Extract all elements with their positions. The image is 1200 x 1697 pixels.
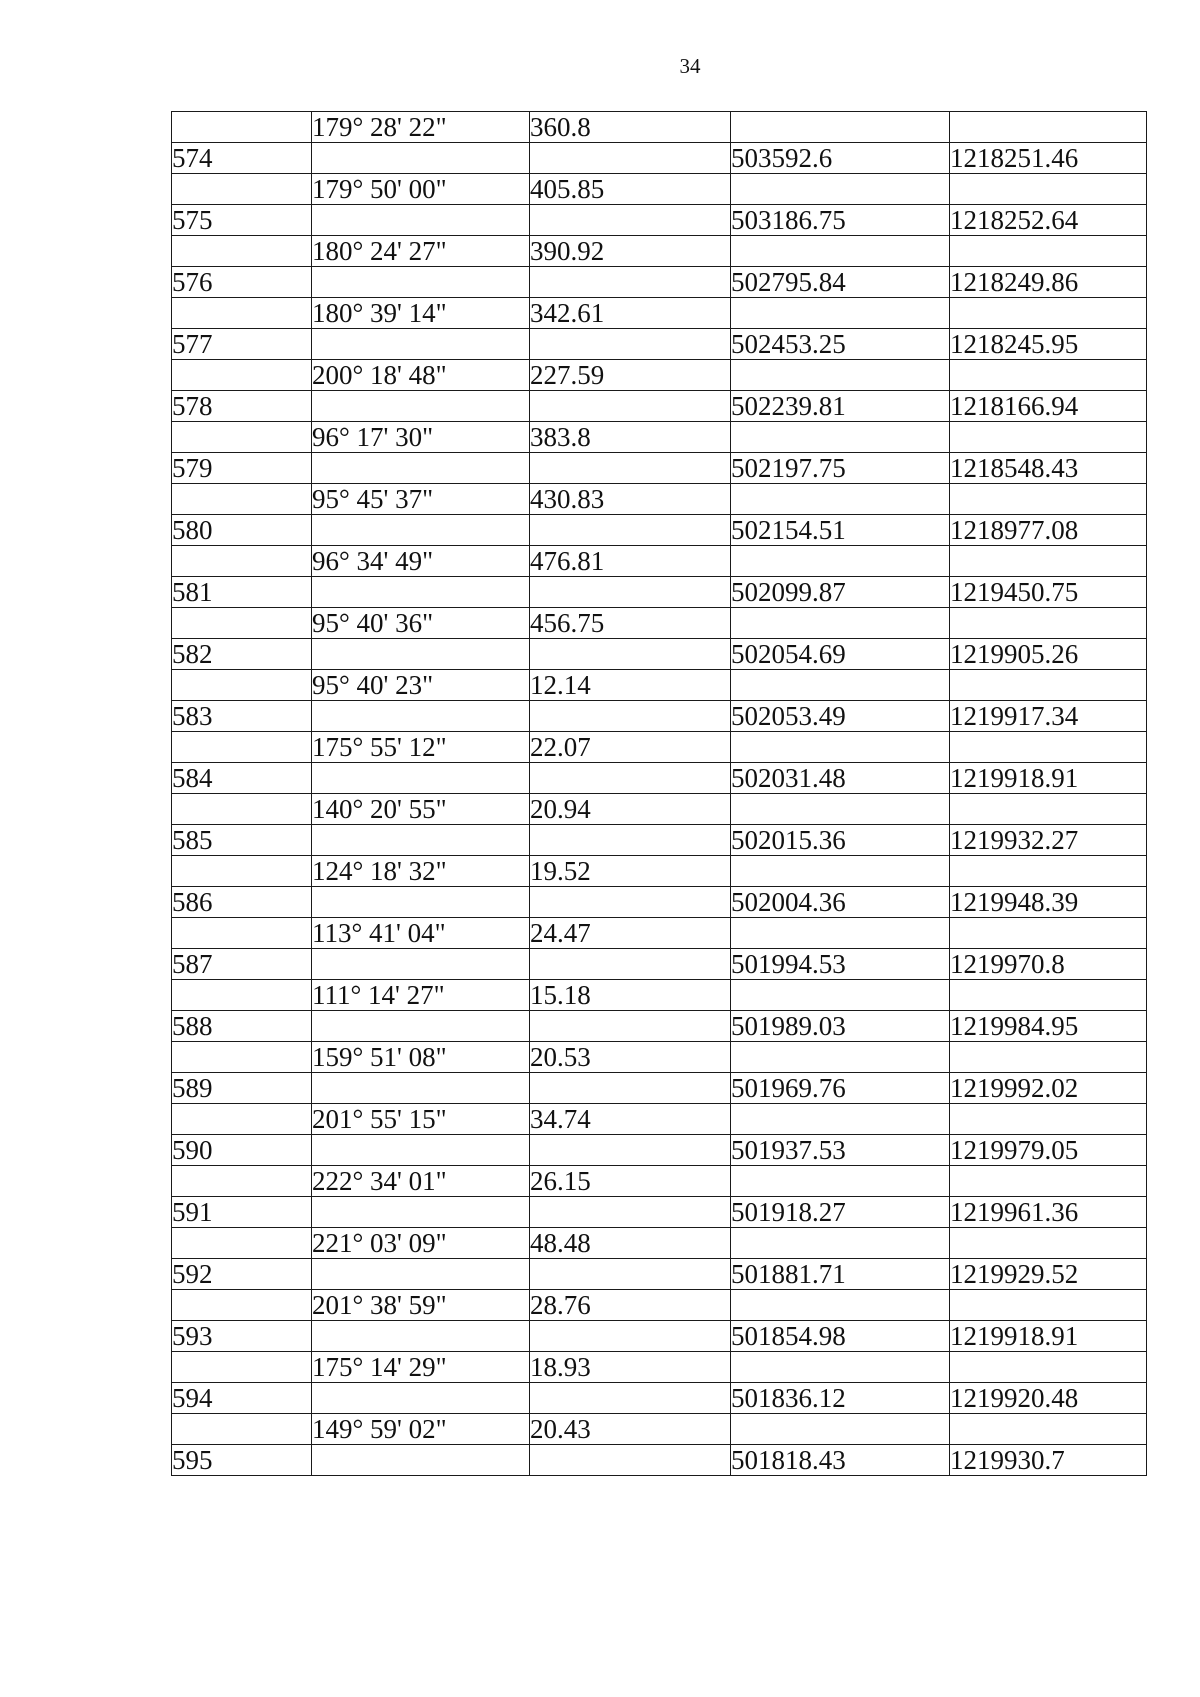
point-id-cell (172, 1290, 312, 1321)
northing-cell (731, 1352, 950, 1383)
point-row (172, 1383, 1147, 1414)
easting-cell: 1219918.91 (950, 763, 1147, 794)
easting-cell (950, 174, 1147, 205)
northing-cell (731, 484, 950, 515)
distance-cell: 19.52 (530, 856, 731, 887)
easting-cell (950, 794, 1147, 825)
northing-cell (731, 670, 950, 701)
easting-cell: 1218977.08 (950, 515, 1147, 546)
bearing-cell (312, 267, 530, 298)
bearing-cell (312, 1197, 530, 1228)
leg-row (172, 980, 1147, 1011)
easting-cell (950, 484, 1147, 515)
leg-row (172, 918, 1147, 949)
easting-cell: 1219979.05 (950, 1135, 1147, 1166)
point-id-cell: 576 (172, 267, 312, 298)
distance-cell (530, 1259, 731, 1290)
bearing-cell (312, 515, 530, 546)
point-id-cell: 578 (172, 391, 312, 422)
leg-row (172, 174, 1147, 205)
northing-cell (731, 1414, 950, 1445)
point-id-cell: 588 (172, 1011, 312, 1042)
leg-row (172, 732, 1147, 763)
distance-cell (530, 639, 731, 670)
distance-cell: 12.14 (530, 670, 731, 701)
bearing-cell: 201° 38' 59" (312, 1290, 530, 1321)
bearing-cell: 222° 34' 01" (312, 1166, 530, 1197)
northing-cell (731, 856, 950, 887)
point-row (172, 391, 1147, 422)
easting-cell: 1219932.27 (950, 825, 1147, 856)
point-row (172, 143, 1147, 174)
easting-cell (950, 1104, 1147, 1135)
leg-row (172, 236, 1147, 267)
distance-cell (530, 577, 731, 608)
point-id-cell (172, 236, 312, 267)
northing-cell (731, 174, 950, 205)
bearing-cell: 149° 59' 02" (312, 1414, 530, 1445)
northing-cell: 502197.75 (731, 453, 950, 484)
point-id-cell (172, 1228, 312, 1259)
point-id-cell (172, 174, 312, 205)
distance-cell: 342.61 (530, 298, 731, 329)
point-id-cell: 579 (172, 453, 312, 484)
distance-cell (530, 205, 731, 236)
point-id-cell: 577 (172, 329, 312, 360)
easting-cell: 1218166.94 (950, 391, 1147, 422)
point-id-cell (172, 112, 312, 143)
bearing-cell: 96° 17' 30" (312, 422, 530, 453)
point-id-cell: 583 (172, 701, 312, 732)
point-id-cell (172, 484, 312, 515)
page-number: 34 (679, 54, 701, 78)
northing-cell (731, 980, 950, 1011)
point-id-cell (172, 794, 312, 825)
point-row (172, 329, 1147, 360)
northing-cell (731, 1042, 950, 1073)
northing-cell: 502099.87 (731, 577, 950, 608)
point-id-cell (172, 856, 312, 887)
northing-cell: 503592.6 (731, 143, 950, 174)
bearing-cell: 111° 14' 27" (312, 980, 530, 1011)
point-id-cell (172, 1042, 312, 1073)
easting-cell (950, 422, 1147, 453)
easting-cell: 1219929.52 (950, 1259, 1147, 1290)
northing-cell: 501818.43 (731, 1445, 950, 1476)
easting-cell (950, 112, 1147, 143)
distance-cell: 28.76 (530, 1290, 731, 1321)
distance-cell: 227.59 (530, 360, 731, 391)
point-id-cell: 584 (172, 763, 312, 794)
bearing-cell: 159° 51' 08" (312, 1042, 530, 1073)
point-id-cell: 589 (172, 1073, 312, 1104)
easting-cell (950, 1290, 1147, 1321)
leg-row (172, 1042, 1147, 1073)
northing-cell: 501994.53 (731, 949, 950, 980)
bearing-cell: 96° 34' 49" (312, 546, 530, 577)
point-id-cell (172, 1414, 312, 1445)
leg-row (172, 360, 1147, 391)
northing-cell: 502239.81 (731, 391, 950, 422)
easting-cell: 1219970.8 (950, 949, 1147, 980)
northing-cell (731, 422, 950, 453)
point-row (172, 453, 1147, 484)
bearing-cell: 179° 28' 22" (312, 112, 530, 143)
distance-cell: 390.92 (530, 236, 731, 267)
bearing-cell: 221° 03' 09" (312, 1228, 530, 1259)
leg-row (172, 1414, 1147, 1445)
point-id-cell: 574 (172, 143, 312, 174)
point-id-cell: 575 (172, 205, 312, 236)
point-id-cell (172, 422, 312, 453)
bearing-cell: 201° 55' 15" (312, 1104, 530, 1135)
distance-cell (530, 1135, 731, 1166)
point-row (172, 1259, 1147, 1290)
northing-cell: 502031.48 (731, 763, 950, 794)
point-id-cell: 591 (172, 1197, 312, 1228)
point-id-cell: 587 (172, 949, 312, 980)
bearing-cell: 113° 41' 04" (312, 918, 530, 949)
northing-cell: 501836.12 (731, 1383, 950, 1414)
distance-cell: 383.8 (530, 422, 731, 453)
leg-row (172, 1290, 1147, 1321)
bearing-cell (312, 639, 530, 670)
easting-cell: 1219992.02 (950, 1073, 1147, 1104)
easting-cell (950, 918, 1147, 949)
northing-cell: 502015.36 (731, 825, 950, 856)
distance-cell (530, 887, 731, 918)
bearing-cell: 200° 18' 48" (312, 360, 530, 391)
point-id-cell (172, 1104, 312, 1135)
easting-cell (950, 1352, 1147, 1383)
point-id-cell: 595 (172, 1445, 312, 1476)
point-id-cell (172, 670, 312, 701)
point-row (172, 267, 1147, 298)
northing-cell (731, 794, 950, 825)
distance-cell (530, 391, 731, 422)
easting-cell (950, 1414, 1147, 1445)
bearing-cell: 180° 39' 14" (312, 298, 530, 329)
point-row (172, 1011, 1147, 1042)
easting-cell (950, 1228, 1147, 1259)
easting-cell: 1219984.95 (950, 1011, 1147, 1042)
point-row (172, 1135, 1147, 1166)
bearing-cell (312, 763, 530, 794)
leg-row (172, 112, 1147, 143)
easting-cell (950, 298, 1147, 329)
leg-row (172, 1166, 1147, 1197)
point-id-cell (172, 608, 312, 639)
leg-row (172, 1352, 1147, 1383)
bearing-cell (312, 577, 530, 608)
distance-cell (530, 1383, 731, 1414)
point-id-cell: 581 (172, 577, 312, 608)
easting-cell (950, 360, 1147, 391)
northing-cell (731, 918, 950, 949)
northing-cell: 502795.84 (731, 267, 950, 298)
distance-cell (530, 453, 731, 484)
point-id-cell: 590 (172, 1135, 312, 1166)
leg-row (172, 422, 1147, 453)
bearing-cell: 95° 40' 36" (312, 608, 530, 639)
northing-cell: 502053.49 (731, 701, 950, 732)
distance-cell: 20.53 (530, 1042, 731, 1073)
point-id-cell (172, 732, 312, 763)
distance-cell: 24.47 (530, 918, 731, 949)
point-id-cell: 582 (172, 639, 312, 670)
distance-cell (530, 1073, 731, 1104)
bearing-cell (312, 1259, 530, 1290)
distance-cell: 405.85 (530, 174, 731, 205)
coordinates-table (171, 111, 1147, 1476)
easting-cell: 1218252.64 (950, 205, 1147, 236)
bearing-cell: 175° 14' 29" (312, 1352, 530, 1383)
point-id-cell (172, 918, 312, 949)
distance-cell (530, 1197, 731, 1228)
bearing-cell: 95° 45' 37" (312, 484, 530, 515)
point-id-cell (172, 546, 312, 577)
bearing-cell (312, 949, 530, 980)
bearing-cell (312, 1321, 530, 1352)
distance-cell: 456.75 (530, 608, 731, 639)
distance-cell (530, 329, 731, 360)
northing-cell (731, 1166, 950, 1197)
distance-cell: 48.48 (530, 1228, 731, 1259)
northing-cell: 501881.71 (731, 1259, 950, 1290)
leg-row (172, 1228, 1147, 1259)
leg-row (172, 484, 1147, 515)
bearing-cell: 175° 55' 12" (312, 732, 530, 763)
point-id-cell: 585 (172, 825, 312, 856)
bearing-cell (312, 391, 530, 422)
bearing-cell (312, 329, 530, 360)
point-row (172, 825, 1147, 856)
northing-cell: 502004.36 (731, 887, 950, 918)
distance-cell: 20.43 (530, 1414, 731, 1445)
bearing-cell: 95° 40' 23" (312, 670, 530, 701)
point-id-cell (172, 980, 312, 1011)
northing-cell: 502453.25 (731, 329, 950, 360)
easting-cell (950, 236, 1147, 267)
point-id-cell: 593 (172, 1321, 312, 1352)
northing-cell (731, 112, 950, 143)
bearing-cell: 140° 20' 55" (312, 794, 530, 825)
easting-cell: 1218251.46 (950, 143, 1147, 174)
easting-cell: 1218249.86 (950, 267, 1147, 298)
leg-row (172, 298, 1147, 329)
distance-cell: 22.07 (530, 732, 731, 763)
easting-cell (950, 608, 1147, 639)
easting-cell: 1219930.7 (950, 1445, 1147, 1476)
easting-cell: 1219905.26 (950, 639, 1147, 670)
point-id-cell: 580 (172, 515, 312, 546)
northing-cell (731, 546, 950, 577)
leg-row (172, 608, 1147, 639)
point-id-cell: 592 (172, 1259, 312, 1290)
point-row (172, 515, 1147, 546)
point-id-cell (172, 360, 312, 391)
northing-cell (731, 608, 950, 639)
distance-cell (530, 1321, 731, 1352)
easting-cell (950, 980, 1147, 1011)
point-row (172, 887, 1147, 918)
leg-row (172, 1104, 1147, 1135)
northing-cell (731, 298, 950, 329)
distance-cell (530, 701, 731, 732)
bearing-cell (312, 1383, 530, 1414)
distance-cell (530, 143, 731, 174)
northing-cell: 502154.51 (731, 515, 950, 546)
distance-cell (530, 949, 731, 980)
distance-cell: 20.94 (530, 794, 731, 825)
bearing-cell: 124° 18' 32" (312, 856, 530, 887)
distance-cell (530, 763, 731, 794)
northing-cell (731, 236, 950, 267)
point-row (172, 1445, 1147, 1476)
bearing-cell (312, 1073, 530, 1104)
point-id-cell (172, 1352, 312, 1383)
bearing-cell (312, 143, 530, 174)
bearing-cell: 179° 50' 00" (312, 174, 530, 205)
distance-cell: 15.18 (530, 980, 731, 1011)
distance-cell: 476.81 (530, 546, 731, 577)
distance-cell (530, 267, 731, 298)
point-id-cell: 594 (172, 1383, 312, 1414)
distance-cell: 360.8 (530, 112, 731, 143)
northing-cell: 501937.53 (731, 1135, 950, 1166)
bearing-cell (312, 825, 530, 856)
northing-cell (731, 1104, 950, 1135)
leg-row (172, 856, 1147, 887)
point-id-cell (172, 298, 312, 329)
point-row (172, 1321, 1147, 1352)
distance-cell (530, 825, 731, 856)
distance-cell (530, 1445, 731, 1476)
northing-cell (731, 360, 950, 391)
leg-row (172, 670, 1147, 701)
bearing-cell (312, 887, 530, 918)
easting-cell: 1218548.43 (950, 453, 1147, 484)
point-row (172, 1197, 1147, 1228)
easting-cell (950, 856, 1147, 887)
bearing-cell (312, 1445, 530, 1476)
distance-cell: 18.93 (530, 1352, 731, 1383)
northing-cell (731, 1290, 950, 1321)
easting-cell (950, 1042, 1147, 1073)
bearing-cell (312, 1011, 530, 1042)
coordinates-table-body (172, 112, 1147, 1476)
easting-cell (950, 670, 1147, 701)
point-row (172, 949, 1147, 980)
easting-cell (950, 546, 1147, 577)
northing-cell (731, 732, 950, 763)
distance-cell: 430.83 (530, 484, 731, 515)
point-id-cell: 586 (172, 887, 312, 918)
northing-cell: 501918.27 (731, 1197, 950, 1228)
point-row (172, 577, 1147, 608)
easting-cell: 1219961.36 (950, 1197, 1147, 1228)
easting-cell: 1219450.75 (950, 577, 1147, 608)
northing-cell: 501969.76 (731, 1073, 950, 1104)
point-row (172, 763, 1147, 794)
distance-cell: 26.15 (530, 1166, 731, 1197)
distance-cell (530, 515, 731, 546)
point-id-cell (172, 1166, 312, 1197)
easting-cell: 1219920.48 (950, 1383, 1147, 1414)
northing-cell: 502054.69 (731, 639, 950, 670)
easting-cell (950, 732, 1147, 763)
northing-cell: 501989.03 (731, 1011, 950, 1042)
bearing-cell (312, 1135, 530, 1166)
bearing-cell (312, 701, 530, 732)
bearing-cell (312, 205, 530, 236)
easting-cell: 1219948.39 (950, 887, 1147, 918)
distance-cell: 34.74 (530, 1104, 731, 1135)
distance-cell (530, 1011, 731, 1042)
leg-row (172, 546, 1147, 577)
point-row (172, 205, 1147, 236)
point-row (172, 1073, 1147, 1104)
easting-cell (950, 1166, 1147, 1197)
leg-row (172, 794, 1147, 825)
point-row (172, 701, 1147, 732)
northing-cell: 503186.75 (731, 205, 950, 236)
northing-cell: 501854.98 (731, 1321, 950, 1352)
bearing-cell (312, 453, 530, 484)
easting-cell: 1219917.34 (950, 701, 1147, 732)
northing-cell (731, 1228, 950, 1259)
easting-cell: 1219918.91 (950, 1321, 1147, 1352)
bearing-cell: 180° 24' 27" (312, 236, 530, 267)
point-row (172, 639, 1147, 670)
easting-cell: 1218245.95 (950, 329, 1147, 360)
